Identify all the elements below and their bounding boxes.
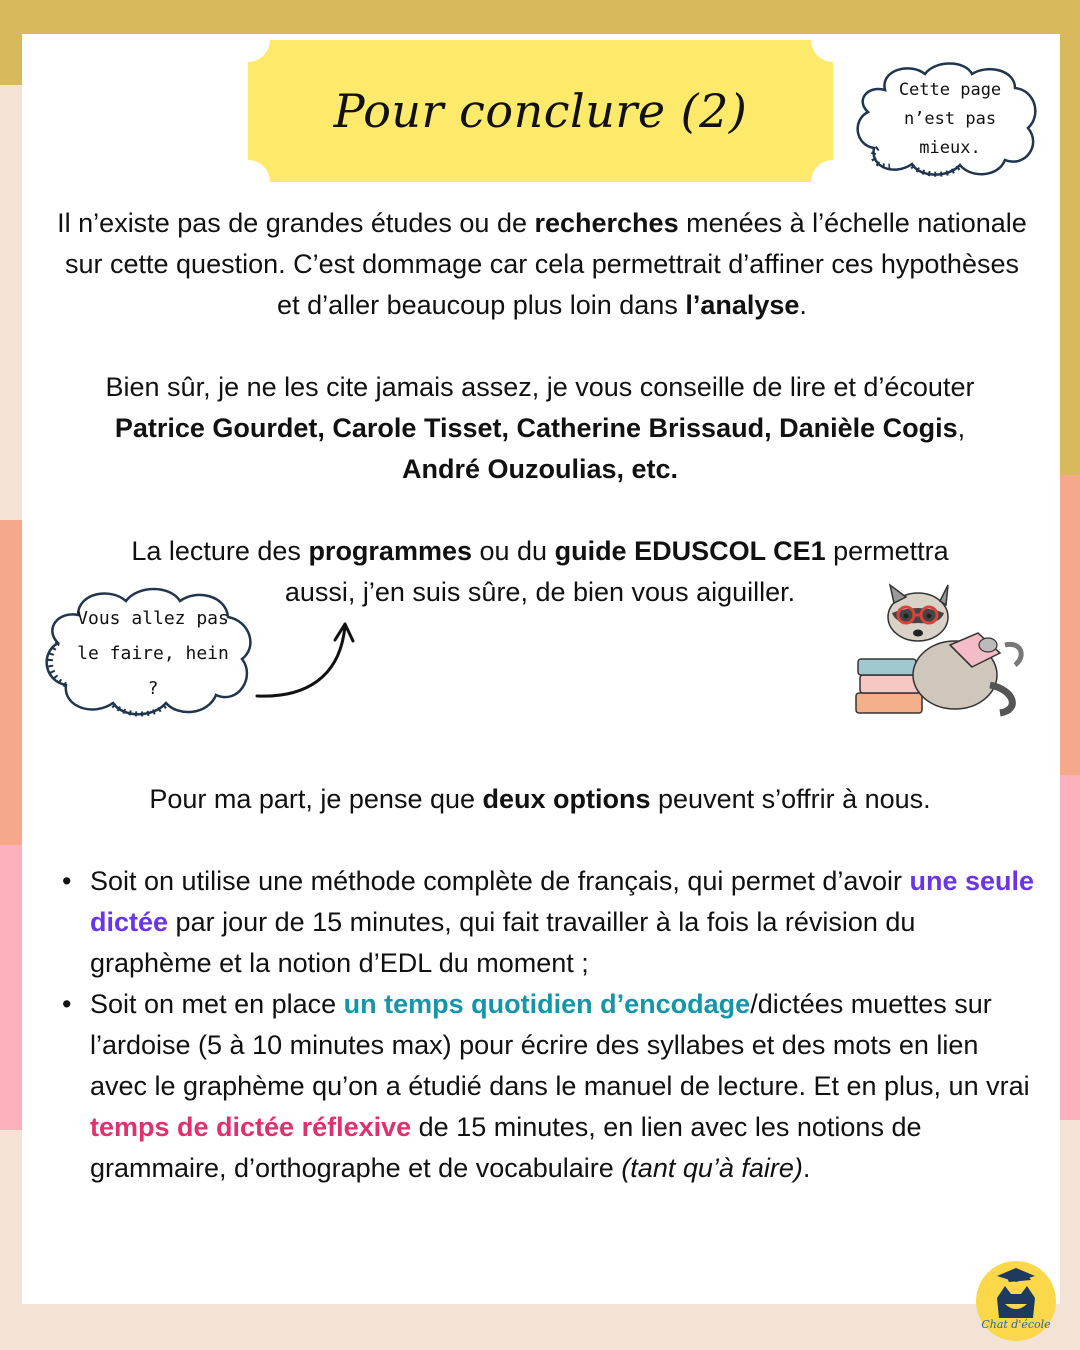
p3-text-4: aussi, j’en suis sûre, de bien vous aiguiller. — [284, 577, 796, 607]
speech-cloud-top — [850, 60, 1045, 180]
p2-authors-1: Patrice Gourdet, Carole Tisset, Catherine Brissaud, Danièle Cogis — [114, 413, 958, 443]
p3-text-2: ou du — [472, 536, 555, 566]
cloud-top-line2: n’est pas — [903, 108, 997, 129]
p3-text-1: La lecture des — [131, 536, 309, 566]
p2-authors-2: André Ouzoulias, etc. — [401, 454, 679, 484]
cloud-left-line1: Vous allez pas — [77, 607, 229, 629]
options-list — [62, 861, 1042, 1189]
cloud-top-line1: Cette page — [898, 79, 1002, 100]
reading-raccoon-icon — [850, 575, 1030, 720]
p2-text-1: Bien sûr, je ne les cite jamais assez, je vous conseille de lire et d’écouter — [105, 372, 975, 402]
list-item — [62, 984, 1042, 1189]
bullet2-text-4: . — [802, 1153, 811, 1183]
bullet2-highlight-encodage: un temps quotidien d’encodage — [343, 989, 751, 1019]
paragraph-authors — [40, 367, 1040, 490]
p1-bold-analysis: l’analyse — [685, 290, 800, 320]
bullet1-text-2: par jour de 15 minutes, qui fait travailler à la fois la révision du graphème et la notion d’EDL du moment ; — [90, 907, 916, 978]
p1-bold-research: recherches — [534, 208, 679, 238]
p2-comma: , — [957, 413, 966, 443]
p4-text-2: peuvent s’offrir à nous. — [650, 784, 931, 814]
logo-text: Chat d'école — [981, 1318, 1051, 1331]
p4-text-1: Pour ma part, je pense que — [149, 784, 483, 814]
background-right-pink — [1058, 775, 1080, 1120]
p1-text-3: . — [799, 290, 807, 320]
bullet1-highlight: une seule dictée — [90, 866, 1034, 937]
background-right-gold — [1058, 85, 1080, 475]
paragraph-research — [52, 203, 1032, 326]
page-title: Pour conclure (2) — [333, 84, 748, 138]
title-banner — [248, 40, 833, 182]
speech-cloud-left — [38, 585, 260, 723]
background-left-orange — [0, 520, 24, 850]
bullet-dot: • — [62, 989, 72, 1019]
list-item — [62, 861, 1042, 984]
cloud-left-line2: le faire, hein ? — [77, 642, 229, 699]
background-right-orange — [1058, 475, 1080, 775]
bullet-dot: • — [62, 866, 72, 896]
p4-bold-options: deux options — [482, 784, 651, 814]
chat-decole-logo — [975, 1260, 1057, 1342]
bullet2-text-3: de 15 minutes, en lien avec les notions de grammaire, d’orthographe et de vocabulaire — [90, 1112, 922, 1183]
paragraph-options — [40, 779, 1040, 820]
p3-bold-guide: guide EDUSCOL CE1 — [554, 536, 826, 566]
p1-text-2: menées à l’échelle nationale sur cette question. C’est dommage car cela permettrait d’affiner ces hypothèses et d’aller beaucoup plus loin dans — [65, 208, 1027, 320]
cloud-top-line3: mieux. — [919, 137, 981, 158]
curved-arrow-icon — [255, 618, 365, 703]
p3-bold-programmes: programmes — [308, 536, 472, 566]
p1-text-1: Il n’existe pas de grandes études ou de — [57, 208, 535, 238]
bullet2-text-1: Soit on met en place — [90, 989, 344, 1019]
bullet2-highlight-dictee: temps de dictée réflexive — [90, 1112, 412, 1142]
background-left-pink — [0, 845, 24, 1130]
bullet2-text-2: /dictées muettes sur l’ardoise (5 à 10 minutes max) pour écrire des syllabes et des mots en lien avec le graphème qu’on a étudié dans le manuel de lecture. Et en plus, un vrai — [90, 989, 1030, 1101]
p3-text-3: permettra — [825, 536, 949, 566]
bullet1-text-1: Soit on utilise une méthode complète de français, qui permet d’avoir — [90, 866, 910, 896]
bullet2-italic: (tant qu’à faire) — [621, 1153, 803, 1183]
